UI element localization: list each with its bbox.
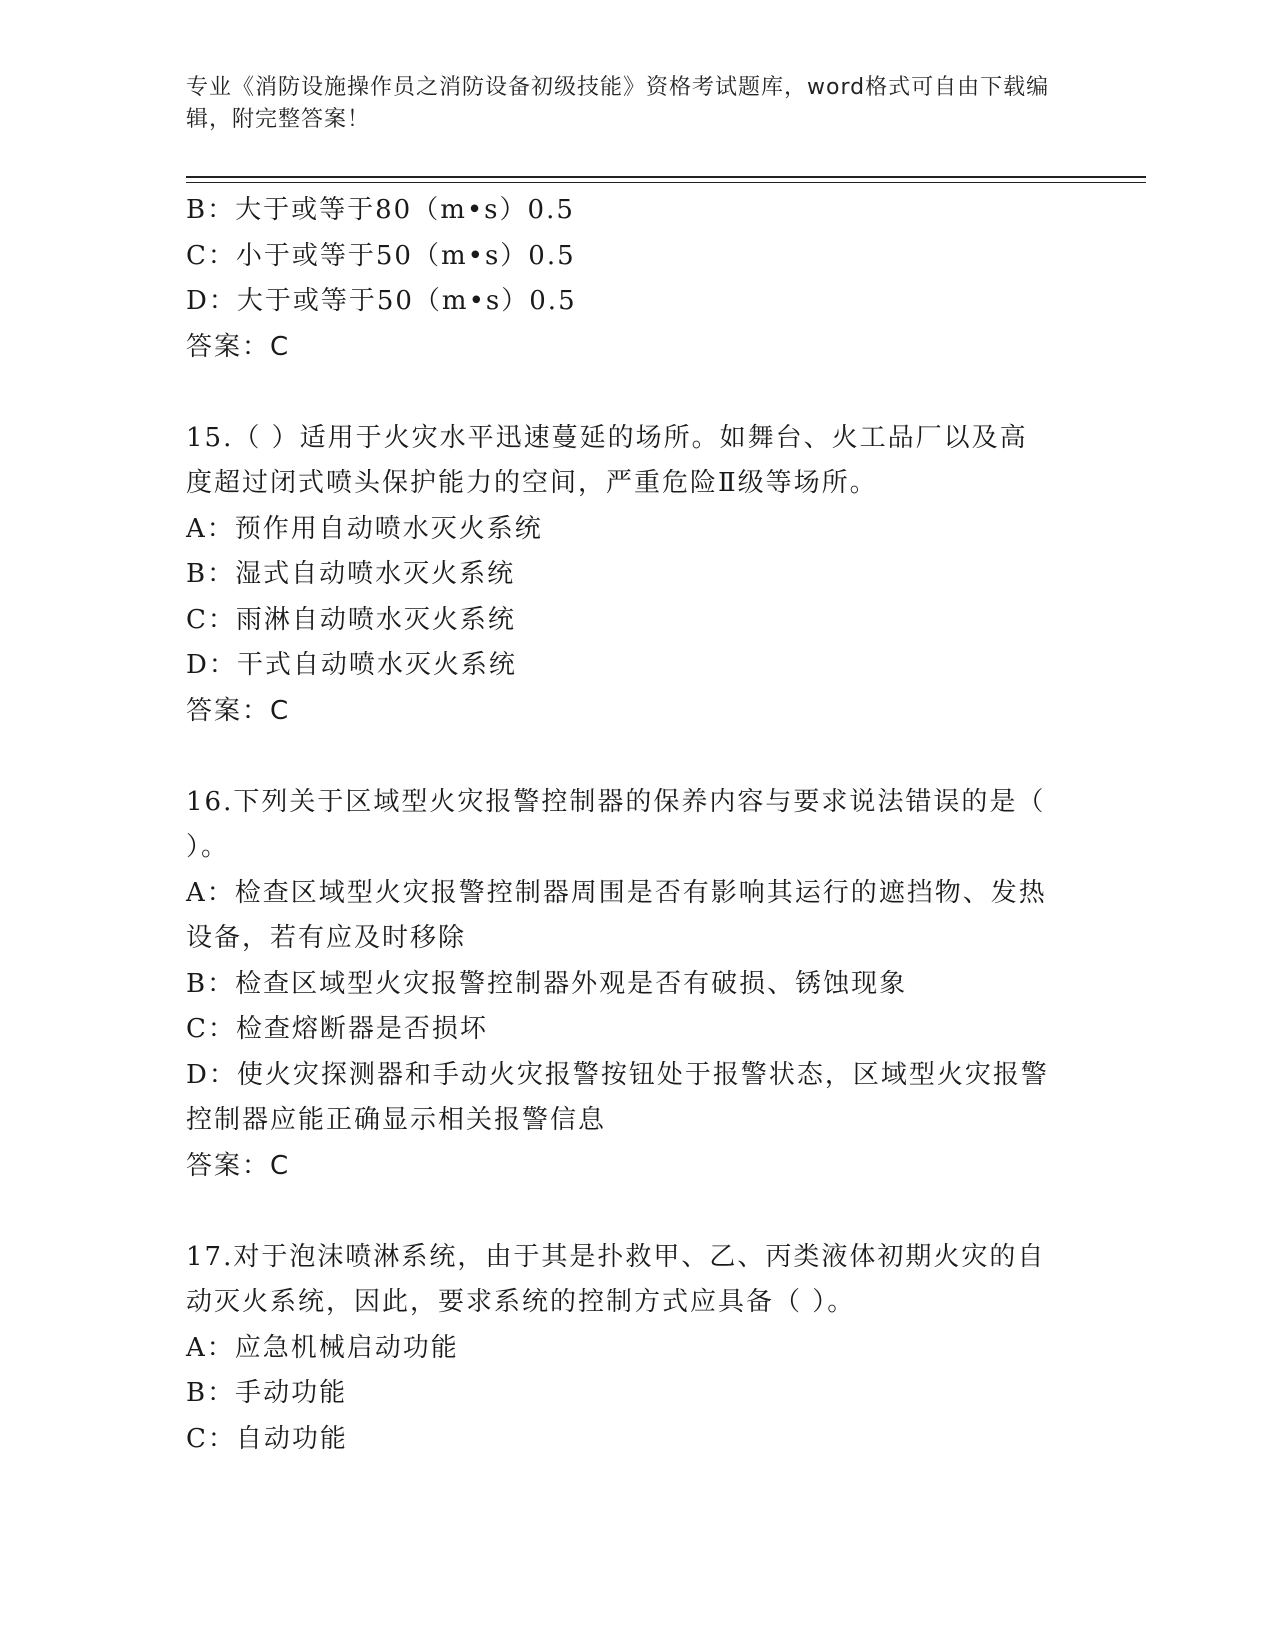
q16-answer: 答案：C xyxy=(186,1150,291,1181)
question-content xyxy=(186,188,1066,1462)
question-15-block xyxy=(186,416,1066,735)
spacer xyxy=(186,370,1066,416)
q17-stem-line1: 17.对于泡沫喷淋系统，由于其是扑救甲、乙、丙类液体初期火灾的自 xyxy=(186,1241,1046,1272)
q17-option-a: A：应急机械启动功能 xyxy=(186,1332,459,1363)
header-rule-thick xyxy=(186,176,1146,178)
q16-option-c: C：检查熔断器是否损坏 xyxy=(186,1014,488,1044)
q14-option-b: B：大于或等于80（m•s）0.5 xyxy=(186,195,575,225)
q15-option-c: C：雨淋自动喷水灭火系统 xyxy=(186,604,516,635)
header-rule-thin xyxy=(186,182,1146,183)
q16-option-a-line2: 设备，若有应及时移除 xyxy=(186,923,467,953)
q15-option-a: A：预作用自动喷水灭火系统 xyxy=(186,513,543,544)
q17-stem-line2: 动灭火系统，因此，要求系统的控制方式应具备（ ）。 xyxy=(186,1287,856,1317)
q16-option-d-line2: 控制器应能正确显示相关报警信息 xyxy=(186,1105,607,1135)
question-17-block xyxy=(186,1235,1066,1463)
q16-option-a-line1: A：检查区域型火灾报警控制器周围是否有影响其运行的遮挡物、发热 xyxy=(186,877,1047,908)
question-16-block xyxy=(186,780,1066,1190)
q15-stem-line2: 度超过闭式喷头保护能力的空间，严重危险Ⅱ级等场所。 xyxy=(186,468,878,498)
q15-option-b: B：湿式自动喷水灭火系统 xyxy=(186,559,516,589)
q14-answer: 答案：C xyxy=(186,331,291,362)
q14-option-c: C：小于或等于50（m•s）0.5 xyxy=(186,240,576,271)
question-14-block xyxy=(186,188,1066,370)
q17-option-b: B：手动功能 xyxy=(186,1378,348,1408)
q16-option-d-line1: D：使火灾探测器和手动火灾报警按钮处于报警状态，区域型火灾报警 xyxy=(186,1059,1049,1090)
q15-stem-line1: 15.（ ）适用于火灾水平迅速蔓延的场所。如舞台、火工品厂以及高 xyxy=(186,422,1028,453)
q14-option-d: D：大于或等于50（m•s）0.5 xyxy=(186,286,577,316)
document-header: 专业《消防设施操作员之消防设备初级技能》资格考试题库，word格式可自由下载编辑，附完整答案！ xyxy=(186,75,1050,132)
spacer xyxy=(186,1189,1066,1235)
q17-option-c: C：自动功能 xyxy=(186,1423,348,1454)
spacer xyxy=(186,734,1066,780)
q15-option-d: D：干式自动喷水灭火系统 xyxy=(186,650,517,680)
q16-stem-line1: 16.下列关于区域型火灾报警控制器的保养内容与要求说法错误的是（ xyxy=(186,786,1046,817)
q16-option-b: B：检查区域型火灾报警控制器外观是否有破损、锈蚀现象 xyxy=(186,968,908,999)
q15-answer: 答案：C xyxy=(186,695,291,726)
q16-stem-line2: ）。 xyxy=(186,832,230,862)
